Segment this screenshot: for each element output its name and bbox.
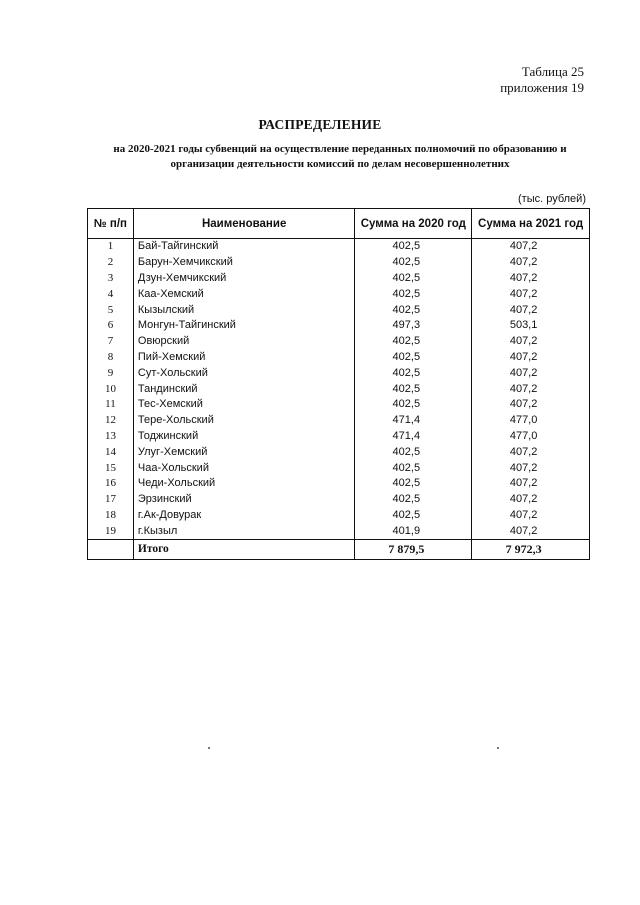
document-title: РАСПРЕДЕЛЕНИЕ [258, 117, 382, 132]
row-sum-2020: 402,5 [355, 350, 472, 366]
scan-speck [497, 747, 499, 749]
total-2021: 7 972,3 [472, 540, 590, 560]
row-name: Улуг-Хемский [133, 444, 355, 460]
row-sum-2020: 402,5 [355, 271, 472, 287]
row-sum-2021: 407,2 [472, 350, 590, 366]
row-name: Каа-Хемский [133, 286, 355, 302]
row-sum-2020: 402,5 [355, 508, 472, 524]
row-sum-2021: 407,2 [472, 334, 590, 350]
row-sum-2020: 402,5 [355, 239, 472, 255]
row-sum-2020: 401,9 [355, 523, 472, 539]
row-sum-2021: 407,2 [472, 365, 590, 381]
row-sum-2020: 402,5 [355, 381, 472, 397]
row-number: 2 [88, 255, 134, 271]
row-sum-2021: 503,1 [472, 318, 590, 334]
table-row [88, 523, 590, 539]
table-row [88, 334, 590, 350]
row-number: 12 [88, 413, 134, 429]
table-number: Таблица 25 [521, 64, 584, 79]
table-row [88, 286, 590, 302]
row-name: г.Кызыл [133, 523, 355, 539]
header-sum-2020: Сумма на 2020 год [355, 209, 472, 239]
row-name: Чаа-Хольский [133, 460, 355, 476]
header-name: Наименование [133, 209, 355, 239]
row-number: 3 [88, 271, 134, 287]
row-sum-2020: 471,4 [355, 413, 472, 429]
row-name: Эрзинский [133, 492, 355, 508]
row-sum-2020: 402,5 [355, 444, 472, 460]
row-sum-2021: 407,2 [472, 255, 590, 271]
row-name: Тоджинский [133, 429, 355, 445]
row-sum-2020: 402,5 [355, 365, 472, 381]
table-row [88, 444, 590, 460]
row-number: 10 [88, 381, 134, 397]
subtitle-line-1: на 2020-2021 годы субвенций на осуществление переданных полномочий по образованию и [113, 143, 567, 155]
row-sum-2020: 402,5 [355, 397, 472, 413]
row-name: Барун-Хемчикский [133, 255, 355, 271]
row-sum-2021: 407,2 [472, 508, 590, 524]
table-row [88, 381, 590, 397]
row-sum-2021: 407,2 [472, 444, 590, 460]
row-name: Тес-Хемский [133, 397, 355, 413]
row-number: 8 [88, 350, 134, 366]
total-label: Итого [133, 540, 355, 560]
header-num: № п/п [88, 209, 134, 239]
row-name: Пий-Хемский [133, 350, 355, 366]
row-sum-2021: 407,2 [472, 460, 590, 476]
row-sum-2020: 402,5 [355, 302, 472, 318]
row-name: Овюрский [133, 334, 355, 350]
appendix-number: приложения 19 [500, 80, 584, 95]
row-name: Монгун-Тайгинский [133, 318, 355, 334]
table-body [88, 239, 590, 540]
table-row [88, 397, 590, 413]
total-row [88, 540, 590, 560]
row-name: Чеди-Хольский [133, 476, 355, 492]
row-number: 19 [88, 523, 134, 539]
row-number: 6 [88, 318, 134, 334]
row-sum-2021: 407,2 [472, 381, 590, 397]
table-row [88, 365, 590, 381]
row-sum-2020: 471,4 [355, 429, 472, 445]
row-sum-2021: 407,2 [472, 397, 590, 413]
table-row [88, 255, 590, 271]
row-sum-2020: 402,5 [355, 255, 472, 271]
row-sum-2021: 407,2 [472, 302, 590, 318]
row-sum-2021: 477,0 [472, 429, 590, 445]
scan-speck [208, 747, 210, 749]
table-row [88, 476, 590, 492]
row-number: 15 [88, 460, 134, 476]
row-name: Кызылский [133, 302, 355, 318]
row-sum-2021: 407,2 [472, 239, 590, 255]
row-sum-2021: 407,2 [472, 271, 590, 287]
row-sum-2021: 407,2 [472, 492, 590, 508]
table-row [88, 413, 590, 429]
table-header-row [88, 209, 590, 239]
row-number: 14 [88, 444, 134, 460]
table-row [88, 239, 590, 255]
document-subtitle [90, 142, 590, 172]
row-number: 17 [88, 492, 134, 508]
row-number: 16 [88, 476, 134, 492]
total-num-cell [88, 540, 134, 560]
row-number: 11 [88, 397, 134, 413]
row-name: г.Ак-Довурак [133, 508, 355, 524]
row-number: 5 [88, 302, 134, 318]
row-sum-2021: 407,2 [472, 286, 590, 302]
row-number: 4 [88, 286, 134, 302]
row-number: 9 [88, 365, 134, 381]
row-name: Тере-Хольский [133, 413, 355, 429]
row-number: 13 [88, 429, 134, 445]
row-name: Бай-Тайгинский [133, 239, 355, 255]
table-row [88, 508, 590, 524]
row-number: 18 [88, 508, 134, 524]
table-row [88, 429, 590, 445]
row-sum-2020: 402,5 [355, 334, 472, 350]
row-number: 1 [88, 239, 134, 255]
subtitle-line-2: организации деятельности комиссий по делам несовершеннолетних [170, 158, 510, 170]
table-row [88, 318, 590, 334]
table-reference [500, 64, 584, 96]
row-sum-2020: 402,5 [355, 286, 472, 302]
row-sum-2020: 402,5 [355, 460, 472, 476]
total-2020: 7 879,5 [355, 540, 472, 560]
row-sum-2021: 407,2 [472, 476, 590, 492]
table-row [88, 492, 590, 508]
row-sum-2020: 402,5 [355, 476, 472, 492]
row-name: Сут-Хольский [133, 365, 355, 381]
row-sum-2020: 402,5 [355, 492, 472, 508]
header-sum-2021: Сумма на 2021 год [472, 209, 590, 239]
row-number: 7 [88, 334, 134, 350]
table-row [88, 350, 590, 366]
row-sum-2021: 407,2 [472, 523, 590, 539]
row-name: Тандинский [133, 381, 355, 397]
units-label: (тыс. рублей) [518, 193, 586, 205]
subsidy-table [87, 208, 590, 560]
row-name: Дзун-Хемчикский [133, 271, 355, 287]
table-row [88, 271, 590, 287]
table-row [88, 460, 590, 476]
row-sum-2020: 497,3 [355, 318, 472, 334]
table-row [88, 302, 590, 318]
row-sum-2021: 477,0 [472, 413, 590, 429]
